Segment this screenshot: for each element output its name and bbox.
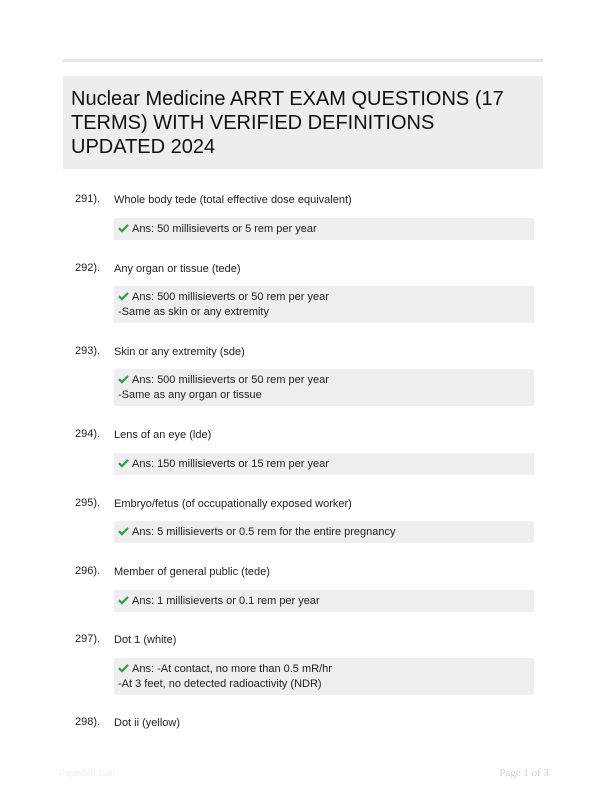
footer-source: Paperbtb.com [59, 768, 116, 778]
title-banner [63, 76, 543, 169]
answer-line: -Same as any organ or tissue [118, 389, 262, 401]
page-title: Nuclear Medicine ARRT EXAM QUESTIONS (17 TERMS) WITH VERIFIED DEFINITIONS UPDATED 2024 [71, 88, 504, 158]
answer-box [114, 369, 534, 406]
answer-box [114, 590, 534, 612]
answer-line: -Same as skin or any extremity [118, 306, 269, 318]
question-text: Whole body tede (total effective dose equivalent) [114, 194, 352, 206]
question-text: Dot 1 (white) [114, 634, 177, 646]
question-number: 293). [75, 345, 101, 357]
question-number: 297). [75, 633, 101, 645]
answer-line: Ans: 5 millisieverts or 0.5 rem for the entire pregnancy [132, 526, 396, 538]
question-text: Member of general public (tede) [114, 566, 270, 578]
checkmark-icon [118, 291, 129, 301]
answer-line: Ans: -At contact, no more than 0.5 mR/hr [132, 663, 332, 675]
answer-line: Ans: 500 millisieverts or 50 rem per year [132, 374, 329, 386]
page-number: Page 1 of 3 [499, 767, 549, 779]
answer-line: -At 3 feet, no detected radioactivity (NDR) [118, 678, 322, 690]
top-divider [63, 59, 543, 62]
answer-line: Ans: 500 millisieverts or 50 rem per year [132, 291, 329, 303]
checkmark-icon [118, 458, 129, 468]
question-text: Dot ii (yellow) [114, 717, 181, 729]
checkmark-icon [118, 595, 129, 605]
question-number: 295). [75, 497, 101, 509]
question-number: 298). [75, 716, 101, 728]
checkmark-icon [118, 526, 129, 536]
question-text: Lens of an eye (lde) [114, 429, 212, 441]
answer-box [114, 521, 534, 543]
answer-box [114, 658, 534, 695]
question-text: Embryo/fetus (of occupationally exposed worker) [114, 498, 352, 510]
question-text: Skin or any extremity (sde) [114, 346, 245, 358]
question-number: 294). [75, 428, 101, 440]
answer-line: Ans: 1 millisieverts or 0.1 rem per year [132, 595, 320, 607]
question-text: Any organ or tissue (tede) [114, 263, 241, 275]
question-number: 292). [75, 262, 101, 274]
checkmark-icon [118, 663, 129, 673]
checkmark-icon [118, 223, 129, 233]
question-number: 291). [75, 193, 101, 205]
answer-box [114, 218, 534, 240]
answer-box [114, 453, 534, 475]
answer-line: Ans: 50 millisieverts or 5 rem per year [132, 223, 317, 235]
question-number: 296). [75, 565, 101, 577]
checkmark-icon [118, 374, 129, 384]
answer-line: Ans: 150 millisieverts or 15 rem per year [132, 458, 329, 470]
answer-box [114, 286, 534, 323]
